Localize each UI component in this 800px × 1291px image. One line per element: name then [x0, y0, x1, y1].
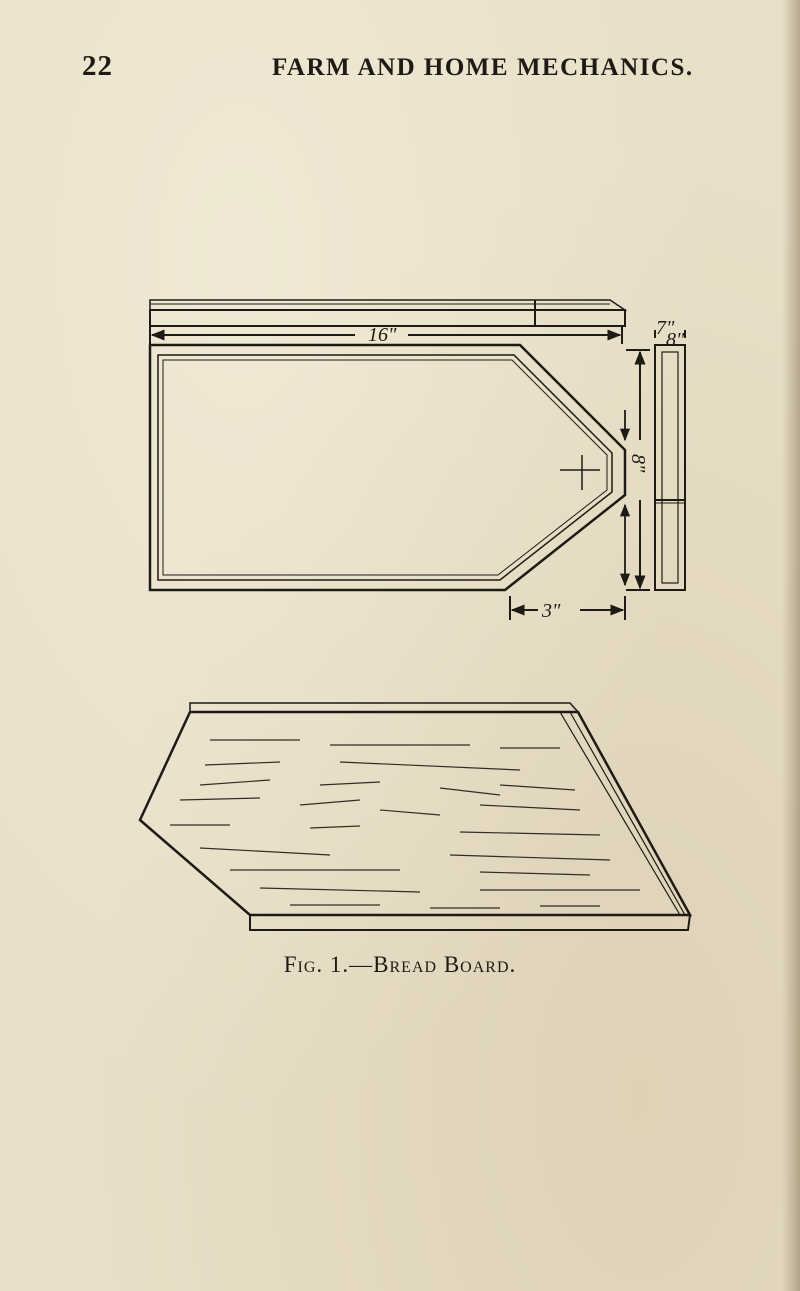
perspective-view	[140, 703, 690, 930]
edge-top-label: 7"	[656, 317, 675, 339]
plan-view	[150, 345, 625, 590]
running-head: FARM AND HOME MECHANICS.	[272, 54, 694, 81]
edge-bottom-label: 8"	[666, 329, 685, 351]
page-number: 22	[82, 50, 113, 82]
front-width-dimension	[510, 596, 625, 620]
length-label: 16"	[368, 324, 397, 346]
side-label: 8"	[627, 454, 649, 473]
edge-elevation-view	[150, 300, 625, 326]
figure-caption	[0, 952, 800, 978]
end-elevation-view	[655, 330, 685, 590]
caption-text: Fig. 1.—Bread Board.	[283, 952, 517, 977]
front-width-label: 3"	[542, 600, 561, 622]
